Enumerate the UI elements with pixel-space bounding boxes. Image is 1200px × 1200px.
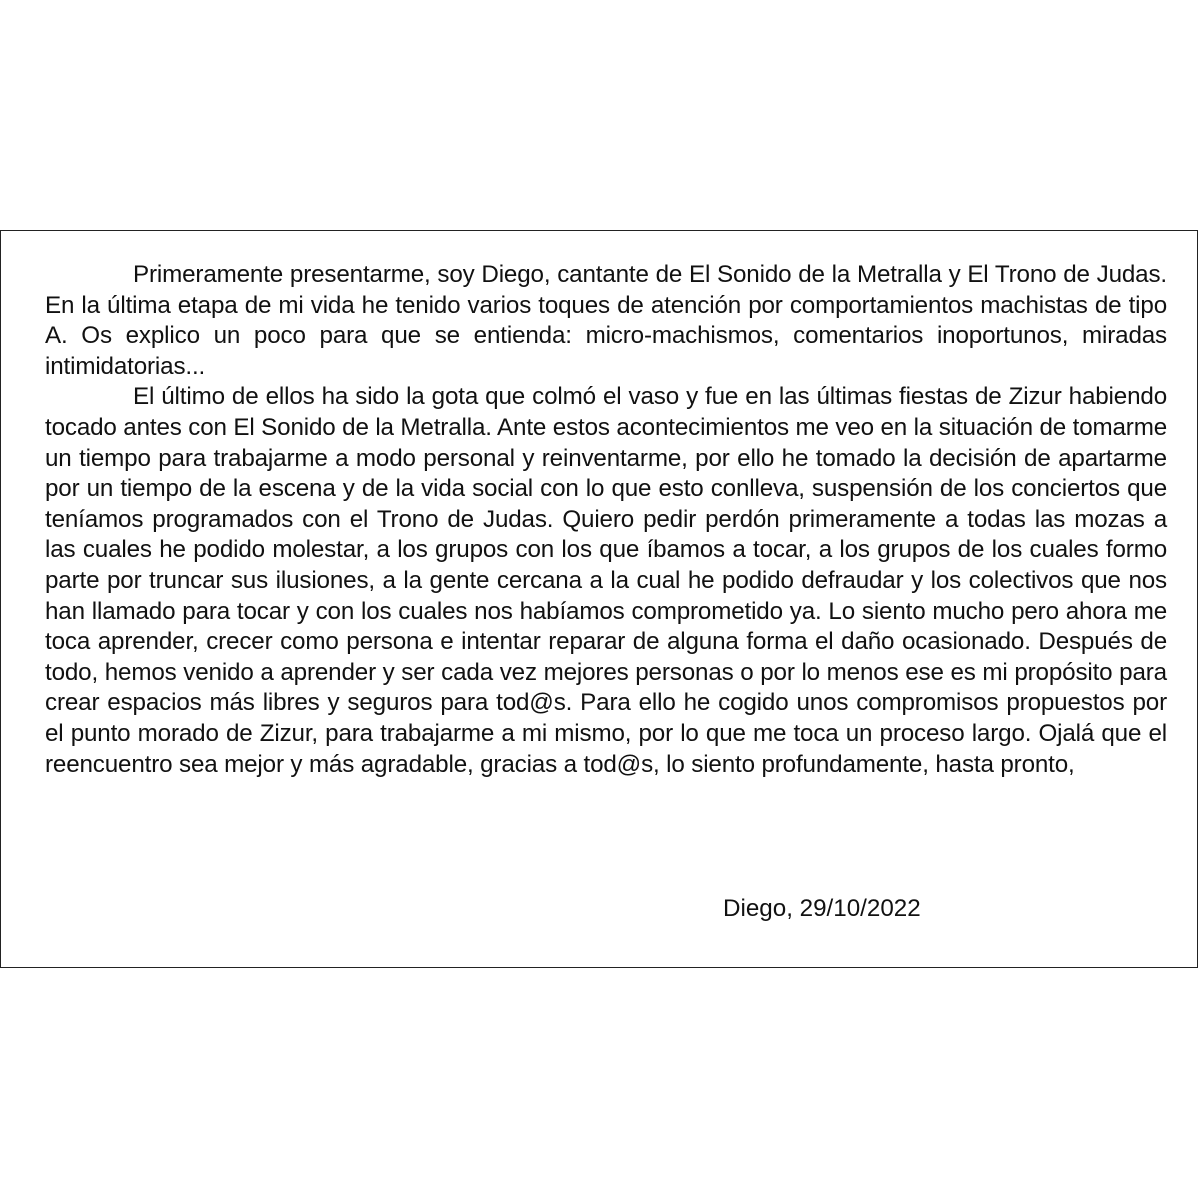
statement-body — [45, 260, 1167, 780]
paragraph-apology: El último de ellos ha sido la gota que colmó el vaso y fue en las últimas fiestas de Zizur habiendo tocado antes con El Sonido de la Metralla. Ante estos acontecimientos me veo en la situación de tomarme un tiempo para trabajarme a modo personal y reinventarme, por ello he tomado la decisión de apartarme por un tiempo de la escena y de la vida social con lo que esto conlleva, suspensión de los conciertos que teníamos programados con el Trono de Judas. Quiero pedir perdón primeramente a todas las mozas a las cuales he podido molestar, a los grupos con los que íbamos a tocar, a los grupos de los cuales formo parte por truncar sus ilusiones, a la gente cercana a la cual he podido defraudar y los colectivos que nos han llamado para tocar y con los cuales nos habíamos comprometido ya. Lo siento mucho pero ahora me toca aprender, crecer como persona e intentar reparar de alguna forma el daño ocasionado. Después de todo, hemos venido a aprender y ser cada vez mejores personas o por lo menos ese es mi propósito para crear espacios más libres y seguros para tod@s. Para ello he cogido unos compromisos propuestos por el punto morado de Zizur, para trabajarme a mi mismo, por lo que me toca un proceso largo. Ojalá que el reencuentro sea mejor y más agradable, gracias a tod@s, lo siento profundamente, hasta pronto, — [45, 383, 1168, 778]
statement-box — [0, 230, 1198, 968]
signature-date: Diego, 29/10/2022 — [723, 895, 921, 922]
paragraph-introduction: Primeramente presentarme, soy Diego, cantante de El Sonido de la Metralla y El Trono de Judas. En la última etapa de mi vida he tenido varios toques de atención por comportamientos machistas de tipo A. Os explico un poco para que se entienda: micro-machismos, comentarios inoportunos, miradas intimidatorias... — [45, 261, 1167, 380]
